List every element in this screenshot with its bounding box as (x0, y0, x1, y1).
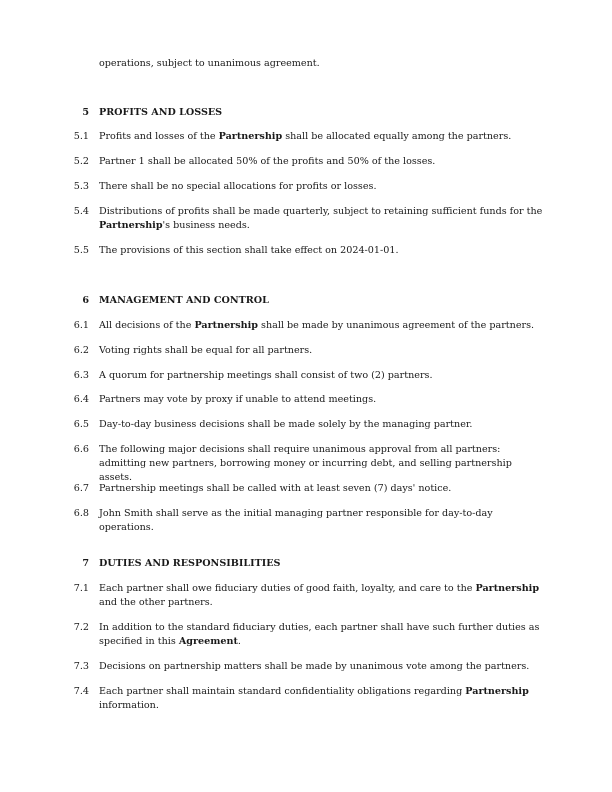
clause-number: 7.3 (73, 661, 89, 672)
clause-text: All decisions of the Partnership shall be made by unanimous agreement of the partners. (99, 320, 535, 331)
clause-text: The following major decisions shall require unanimous approval from all partners: admitting new partners, borrowing money or incurring debt, and selling partnership assets. (99, 444, 512, 483)
clause-text: A quorum for partnership meetings shall consist of two (2) partners. (99, 370, 433, 381)
clause-number: 5.5 (73, 245, 89, 256)
clause-text: Decisions on partnership matters shall be made by unanimous vote among the partners. (99, 661, 530, 672)
clause-text: There shall be no special allocations for profits or losses. (99, 181, 377, 192)
section-title: PROFITS AND LOSSES (99, 107, 223, 118)
clause-text: Day-to-day business decisions shall be made solely by the managing partner. (99, 419, 473, 430)
clause-number: 5.3 (73, 181, 89, 192)
clause-number: 6.8 (73, 508, 89, 519)
clause-text: Partnership meetings shall be called with at least seven (7) days' notice. (99, 483, 452, 494)
clause-text: Partner 1 shall be allocated 50% of the profits and 50% of the losses. (99, 156, 436, 167)
clause-text: Profits and losses of the Partnership shall be allocated equally among the partners. (99, 131, 512, 142)
clause-number: 7.2 (73, 622, 89, 633)
clause-text: The provisions of this section shall take effect on 2024-01-01. (99, 245, 399, 256)
clause-number: 7.4 (73, 686, 89, 697)
clause-number: 6.1 (73, 320, 89, 331)
clause-number: 6.7 (73, 483, 89, 494)
clause-text: Partners may vote by proxy if unable to attend meetings. (99, 394, 377, 405)
section-number: 5 (82, 107, 89, 118)
clause-number: 5.2 (73, 156, 89, 167)
clause-number: 6.5 (73, 419, 89, 430)
clause-number: 6.6 (73, 444, 89, 455)
clause-number: 5.4 (73, 206, 89, 217)
clause-text: Each partner shall owe fiduciary duties of good faith, loyalty, and care to the Partnership and the other partners. (99, 583, 540, 608)
clause-number: 5.1 (73, 131, 89, 142)
intro-text: operations, subject to unanimous agreement. (99, 58, 320, 69)
section-title: DUTIES AND RESPONSIBILITIES (99, 558, 281, 569)
section-number: 6 (82, 295, 89, 306)
section-number: 7 (82, 558, 89, 569)
clause-number: 7.1 (73, 583, 89, 594)
section-title: MANAGEMENT AND CONTROL (99, 295, 269, 306)
clause-text: In addition to the standard fiduciary duties, each partner shall have such further duties as specified in this Agreement. (99, 622, 540, 647)
clause-text: Each partner shall maintain standard confidentiality obligations regarding Partnership information. (99, 686, 529, 711)
clause-number: 6.2 (73, 345, 89, 356)
clause-text: Distributions of profits shall be made quarterly, subject to retaining sufficient funds for the Partnership's business needs. (99, 206, 543, 231)
clause-text: John Smith shall serve as the initial managing partner responsible for day-to-day operations. (99, 508, 493, 533)
clause-number: 6.4 (73, 394, 89, 405)
clause-number: 6.3 (73, 370, 89, 381)
clause-text: Voting rights shall be equal for all partners. (99, 345, 313, 356)
